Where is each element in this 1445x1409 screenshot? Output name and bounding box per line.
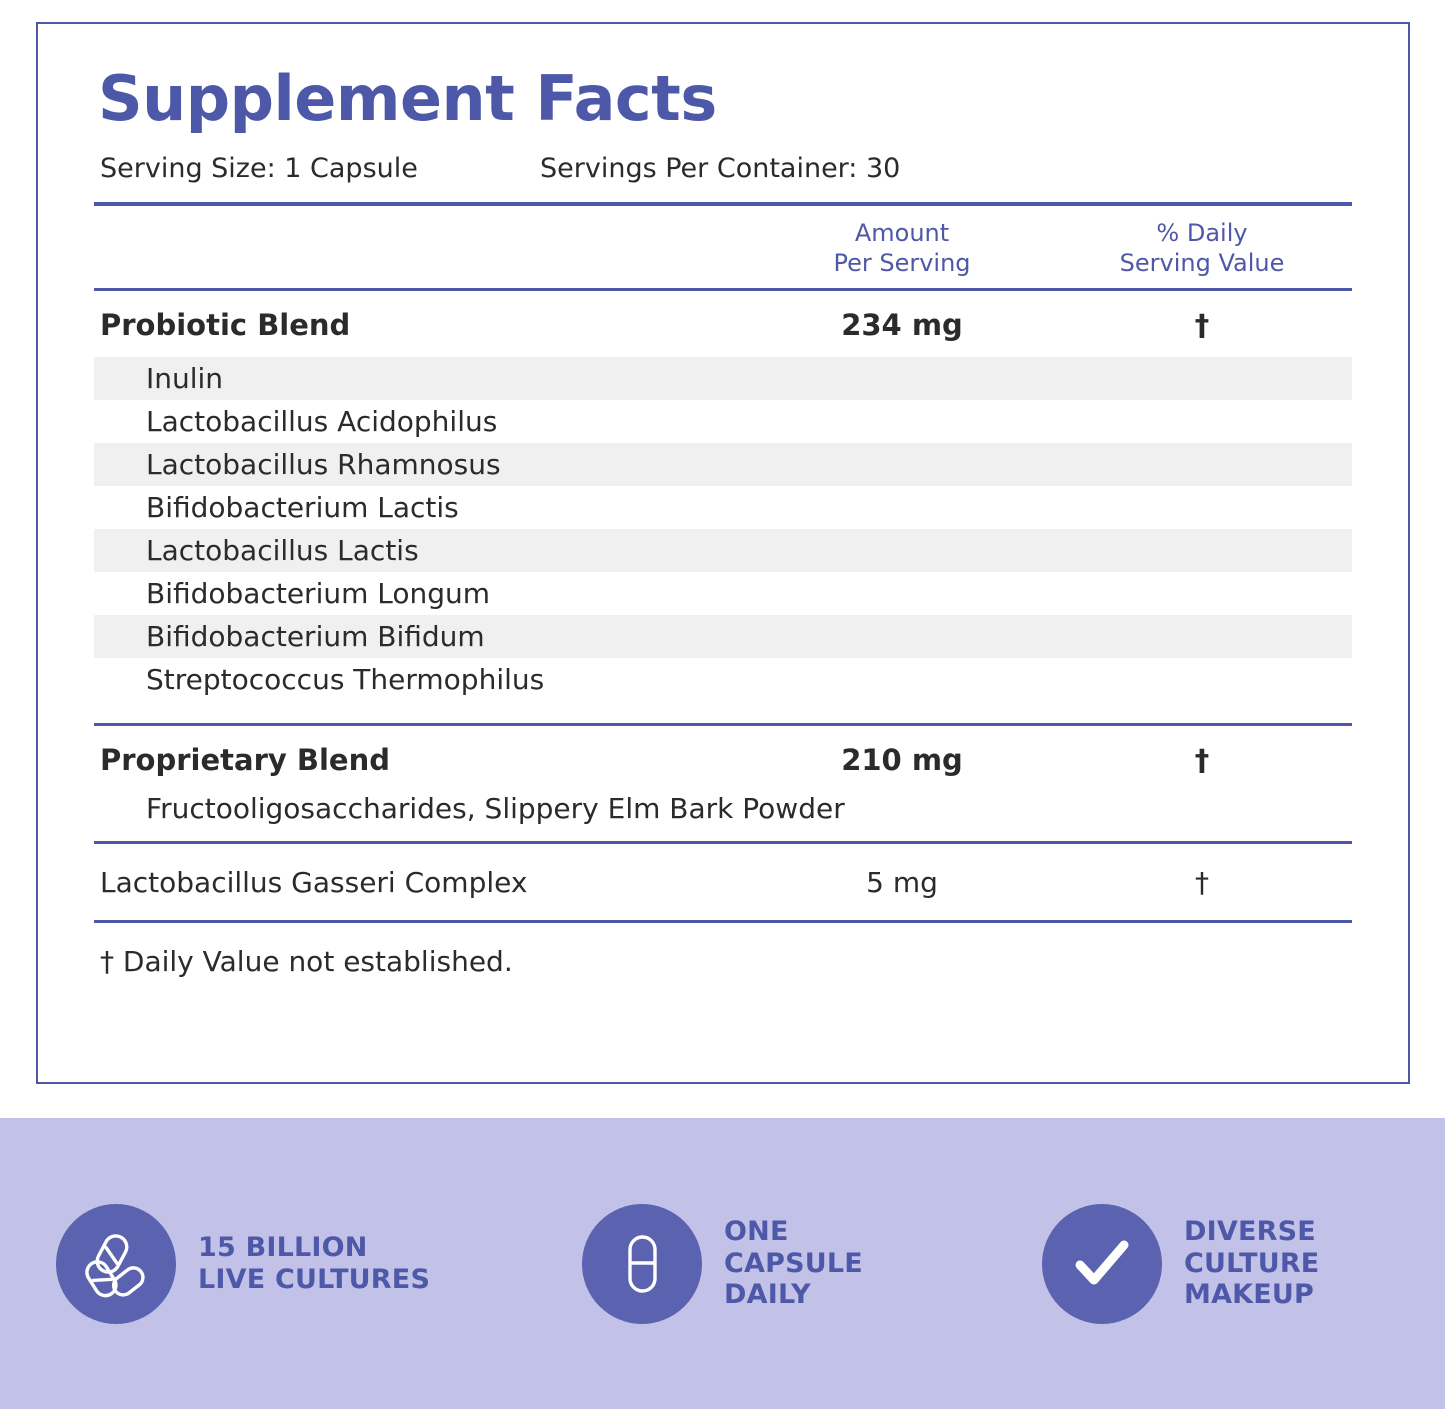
row-daily-value: † (1194, 308, 1210, 343)
row-daily-value: † (1194, 743, 1210, 778)
row-label: Lactobacillus Gasseri Complex (100, 865, 528, 899)
servings-per-container: Servings Per Container: 30 (540, 153, 901, 185)
proprietary-ingredients: Fructooligosaccharides, Slippery Elm Bark Powder (146, 792, 845, 826)
row-daily-value: † (1195, 865, 1209, 899)
badge-one-capsule-daily (582, 1204, 942, 1324)
badge-diverse-culture-makeup (1042, 1204, 1442, 1324)
probiotic-ingredient-list (94, 357, 1352, 701)
serving-size: Serving Size: 1 Capsule (100, 153, 418, 185)
page-title: Supplement Facts (98, 62, 717, 135)
badge-label: 15 BILLION LIVE CULTURES (198, 1231, 431, 1295)
serving-info (100, 153, 1352, 184)
badge-strip (0, 1118, 1445, 1409)
badge-live-cultures (56, 1204, 526, 1324)
list-item: Streptococcus Thermophilus (146, 663, 545, 697)
list-item: Bifidobacterium Bifidum (94, 615, 1352, 658)
row-label: Probiotic Blend (100, 308, 351, 343)
supplement-facts-panel (36, 22, 1410, 1084)
column-header-amount: Amount Per Serving (833, 219, 971, 278)
row-amount: 210 mg (841, 743, 963, 778)
badge-label: ONE CAPSULE DAILY (724, 1215, 863, 1311)
list-item: Lactobacillus Rhamnosus (94, 443, 1352, 486)
list-item: Bifidobacterium Longum (146, 577, 491, 611)
list-item: Lactobacillus Lactis (94, 529, 1352, 572)
list-item: Lactobacillus Acidophilus (146, 405, 498, 439)
badge-label: DIVERSE CULTURE MAKEUP (1184, 1215, 1320, 1311)
capsules-icon (56, 1204, 176, 1324)
column-headers (94, 206, 1352, 288)
checkmark-icon (1042, 1204, 1162, 1324)
footnote: † Daily Value not established. (100, 945, 513, 979)
table-row (94, 291, 1352, 353)
row-amount: 234 mg (841, 308, 963, 343)
table-row (94, 726, 1352, 788)
list-item: Inulin (94, 357, 1352, 400)
row-amount: 5 mg (866, 865, 938, 899)
table-row (94, 844, 1352, 920)
list-item: Bifidobacterium Lactis (146, 491, 459, 525)
row-label: Proprietary Blend (100, 743, 390, 778)
capsule-icon (582, 1204, 702, 1324)
column-header-daily-value: % Daily Serving Value (1119, 219, 1285, 278)
